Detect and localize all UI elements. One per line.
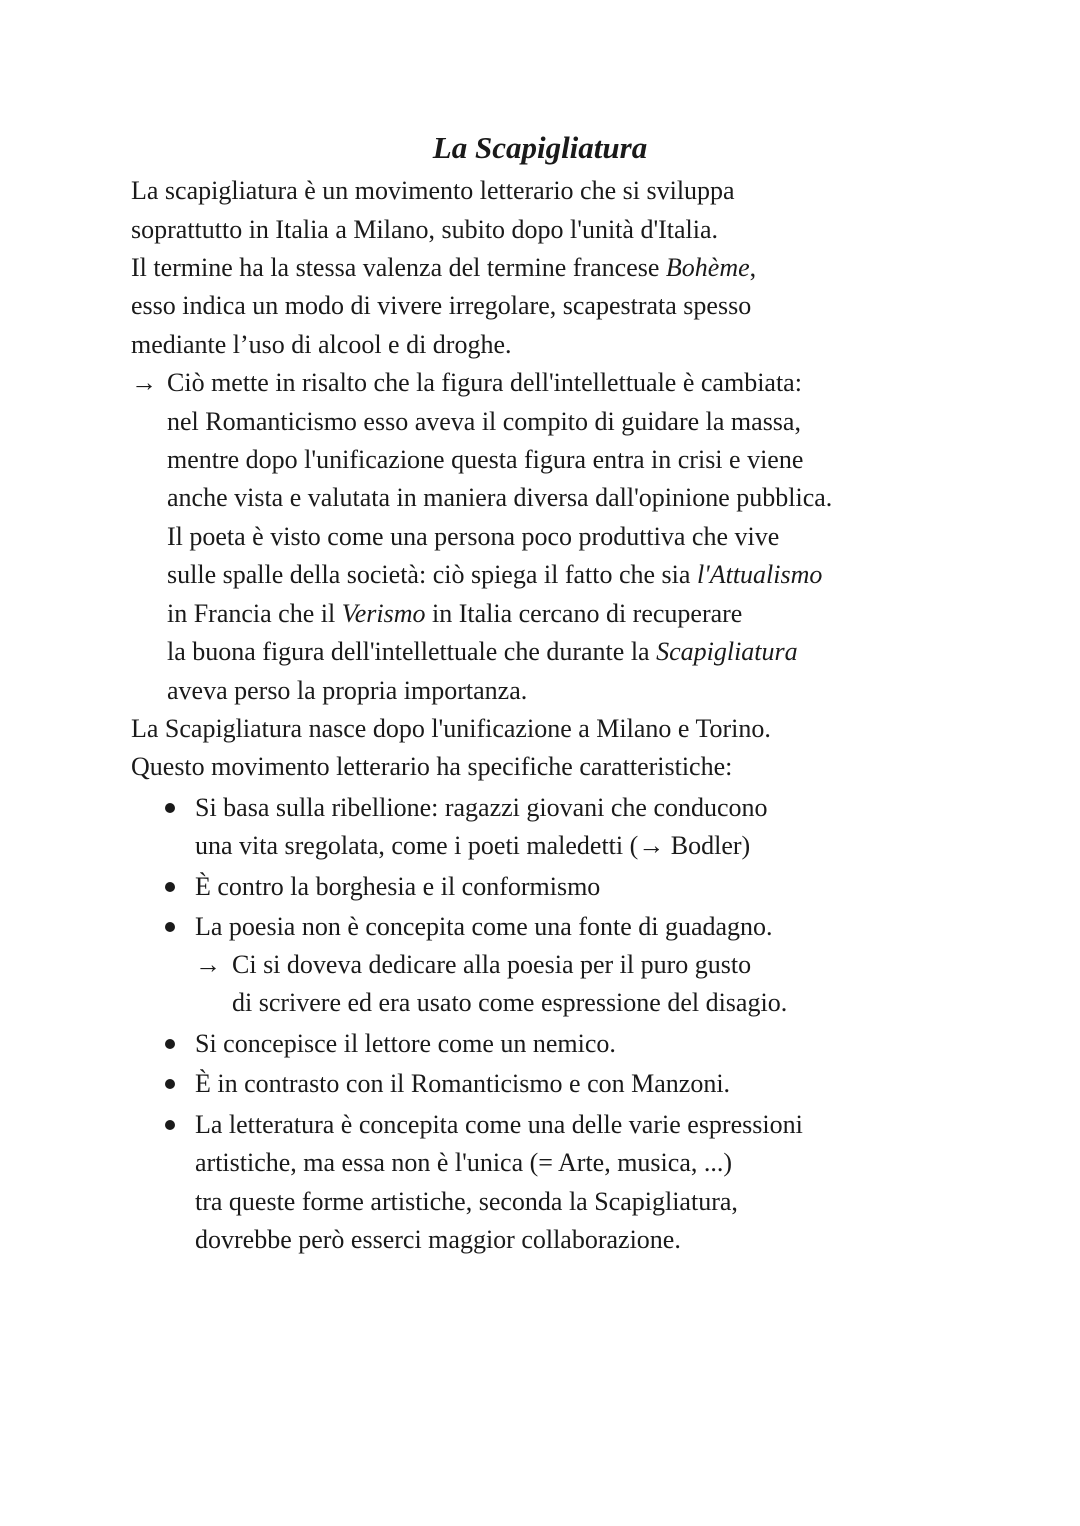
arrow-line-7-text: in Francia che il xyxy=(167,599,342,628)
arrow-icon: → xyxy=(131,368,157,397)
bullet-3-line-3: di scrivere ed era usato come espressione del disagio. xyxy=(232,988,788,1017)
bullet-1-line-2-text: una vita sregolata, come i poeti maledetti ( xyxy=(195,831,639,860)
arrow-line-8 xyxy=(167,635,798,669)
bullet-5: È in contrasto con il Romanticismo e con Manzoni. xyxy=(195,1069,731,1098)
intro-line-3 xyxy=(131,251,756,285)
attualismo-term: l'Attualismo xyxy=(696,560,823,589)
bullet-dot xyxy=(165,1079,175,1089)
intro-line-1: La scapigliatura è un movimento letterario che si sviluppa xyxy=(131,176,735,205)
scapigliatura-term: Scapigliatura xyxy=(656,637,798,666)
arrow-line-1: Ciò mette in risalto che la figura dell'intellettuale è cambiata: xyxy=(167,368,802,397)
arrow-line-7 xyxy=(167,597,742,631)
arrow-line-4: anche vista e valutata in maniera diversa dall'opinione pubblica. xyxy=(167,483,833,512)
bullet-dot xyxy=(165,803,175,813)
bullet-3-line-2: Ci si doveva dedicare alla poesia per il puro gusto xyxy=(232,950,752,979)
bullet-6-line-1: La letteratura è concepita come una delle varie espressioni xyxy=(195,1110,803,1139)
arrow-line-6 xyxy=(167,558,822,592)
bullet-1-line-2-rest: Bodler) xyxy=(664,831,751,860)
intro-line-5: mediante l’uso di alcool e di droghe. xyxy=(131,330,512,359)
bullet-dot xyxy=(165,1120,175,1130)
arrow-line-5: Il poeta è visto come una persona poco produttiva che vive xyxy=(167,522,780,551)
bullet-dot xyxy=(165,922,175,932)
mid-line-1: La Scapigliatura nasce dopo l'unificazione a Milano e Torino. xyxy=(131,714,771,743)
arrow-line-2: nel Romanticismo esso aveva il compito di guidare la massa, xyxy=(167,407,801,436)
bullet-6-line-3: tra queste forme artistiche, seconda la Scapigliatura, xyxy=(195,1187,738,1216)
arrow-line-8-text: la buona figura dell'intellettuale che durante la xyxy=(167,637,657,666)
intro-line-2: soprattutto in Italia a Milano, subito dopo l'unità d'Italia. xyxy=(131,215,719,244)
bullet-3-line-1: La poesia non è concepita come una fonte di guadagno. xyxy=(195,912,773,941)
arrow-line-6-text: sulle spalle della società: ciò spiega il fatto che sia xyxy=(167,560,697,589)
intro-line-4: esso indica un modo di vivere irregolare, scapestrata spesso xyxy=(131,291,752,320)
bullet-4: Si concepisce il lettore come un nemico. xyxy=(195,1029,616,1058)
bullet-dot xyxy=(165,882,175,892)
arrow-icon: → xyxy=(195,950,221,979)
bullet-2: È contro la borghesia e il conformismo xyxy=(195,872,601,901)
mid-line-2: Questo movimento letterario ha specifiche caratteristiche: xyxy=(131,752,733,781)
page-title: La Scapigliatura xyxy=(432,130,648,165)
bullet-6-line-2: artistiche, ma essa non è l'unica (= Arte, musica, ...) xyxy=(195,1148,733,1177)
arrow-line-7-rest: in Italia cercano di recuperare xyxy=(425,599,743,628)
boheme-term: Bohème xyxy=(665,253,750,282)
bullet-1-line-2 xyxy=(195,829,750,863)
arrow-line-9: aveva perso la propria importanza. xyxy=(167,676,528,705)
intro-line-3-text: Il termine ha la stessa valenza del termine francese xyxy=(131,253,666,282)
verismo-term: Verismo xyxy=(341,599,426,628)
arrow-line-3: mentre dopo l'unificazione questa figura entra in crisi e viene xyxy=(167,445,804,474)
intro-line-3-comma: , xyxy=(749,253,757,282)
arrow-icon: → xyxy=(638,831,665,860)
bullet-6-line-4: dovrebbe però esserci maggior collaborazione. xyxy=(195,1225,681,1254)
bullet-1-line-1: Si basa sulla ribellione: ragazzi giovani che conducono xyxy=(195,793,768,822)
bullet-dot xyxy=(165,1039,175,1049)
